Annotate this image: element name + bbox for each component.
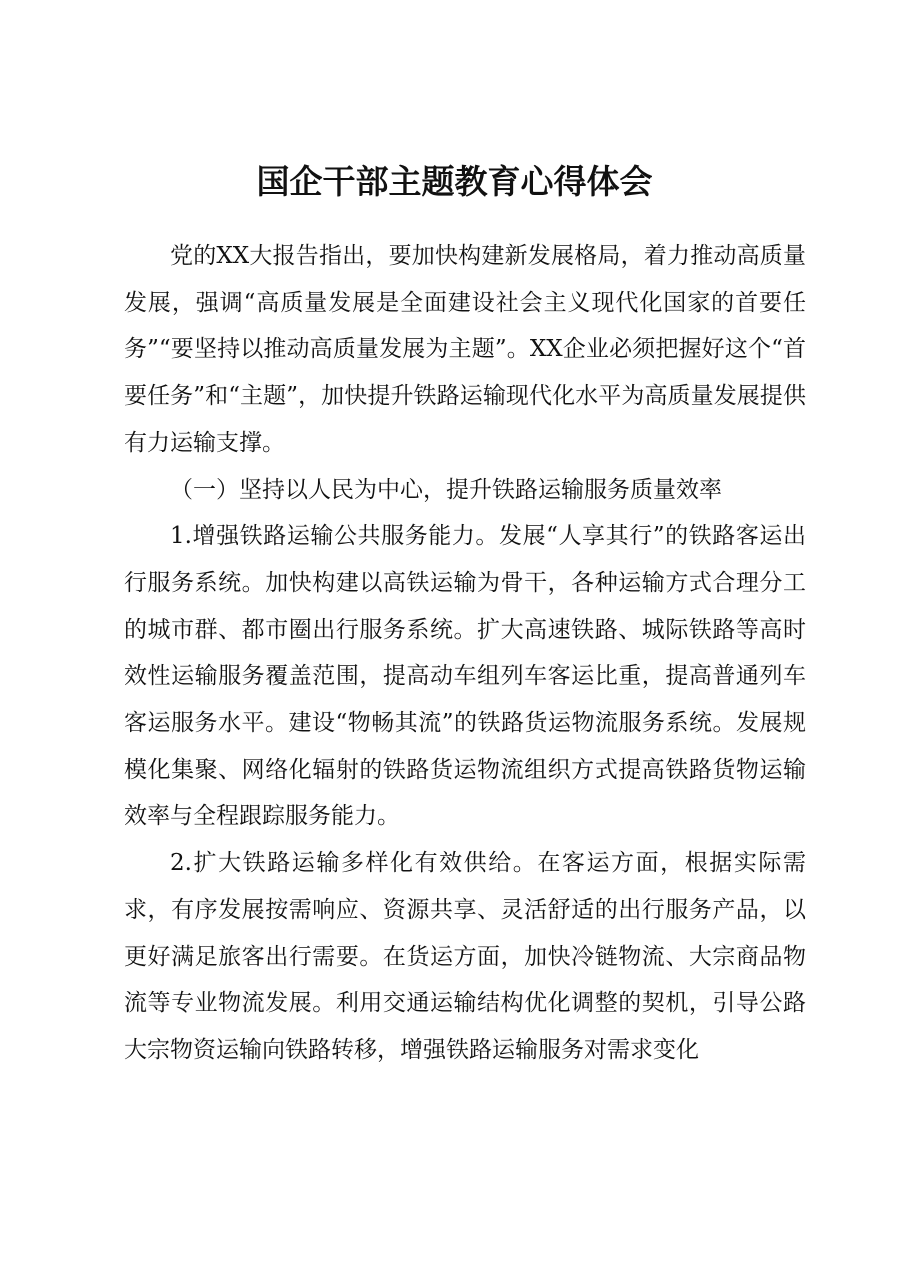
intro-paragraph: 党的XX大报告指出，要加快构建新发展格局，着力推动高质量发展，强调“高质量发展是全面建设社会主义现代化国家的首要任务”“要坚持以推动高质量发展为主题”。XX企业必须把握好这个“首要任务”和“主题”，加快提升铁路运输现代化水平为高质量发展提供有力运输支撑。 <box>124 243 806 456</box>
paragraph-1: 1.增强铁路运输公共服务能力。发展“人享其行”的铁路客运出行服务系统。加快构建以高铁运输为骨干，各种运输方式合理分工的城市群、都市圈出行服务系统。扩大高速铁路、城际铁路等高时效性运输服务覆盖范围，提高动车组列车客运比重，提高普通列车客运服务水平。建设“物畅其流”的铁路货运物流服务系统。发展规模化集聚、网络化辐射的铁路货运物流组织方式提高铁路货物运输效率与全程跟踪服务能力。 <box>124 523 806 830</box>
paragraph-2: 2.扩大铁路运输多样化有效供给。在客运方面，根据实际需求，有序发展按需响应、资源共享、灵活舒适的出行服务产品，以更好满足旅客出行需要。在货运方面，加快冷链物流、大宗商品物流等专业物流发展。利用交通运输结构优化调整的契机，引导公路大宗物资运输向铁路转移，增强铁路运输服务对需求变化 <box>124 850 806 1063</box>
section-heading-1: （一）坚持以人民为中心，提升铁路运输服务质量效率 <box>170 476 722 503</box>
document-body <box>124 233 806 1074</box>
document-title: 国企干部主题教育心得体会 <box>256 162 653 201</box>
